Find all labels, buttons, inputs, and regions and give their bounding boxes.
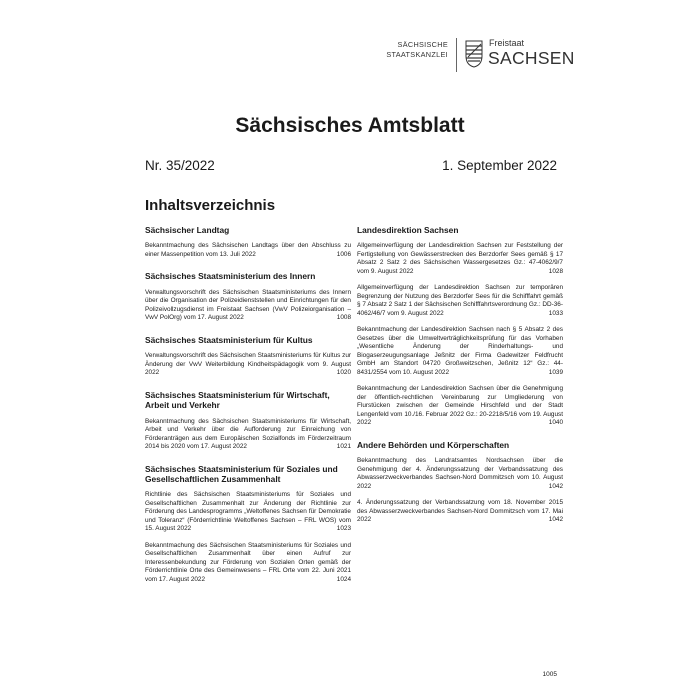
section-heading: Andere Behörden und Körperschaften: [357, 439, 510, 450]
entry-page: 1006: [336, 250, 351, 258]
entry-text: Verwaltungsvorschrift des Sächsischen Staatsministeriums des Innern über die Organisation der Polizeidienststellen und Einrichtungen für den Polizeivollzugsdienst im Freistaat Sachsen (VwV Polizeiorganisation – VwV PolOrg) vom 17. August 2022: [145, 288, 351, 322]
page-number: 1005: [542, 671, 557, 678]
toc-left-column: [145, 225, 351, 596]
entry-text: Bekanntmachung des Sächsischen Staatsministeriums für Soziales und Gesellschaftlichen Zusammenhalt über einen Aufruf zur Interessenbekundung zur Förderung von Sozialen Orten gemäß der Förderrichtlinie Orte des Gemeinwesens – FRL Orte vom 22. Juni 2021 vom 17. August 2022: [145, 541, 351, 583]
entry-text: Verwaltungsvorschrift des Sächsischen Staatsministeriums für Kultus zur Änderung der VwV Weiterbildung Kindheitspädagogik vom 9. August 2022: [145, 352, 352, 377]
entry-page: 1021: [336, 443, 351, 451]
entry-text: Bekanntmachung der Landesdirektion Sachsen nach § 5 Absatz 2 des Gesetzes über die Umweltverträglichkeitsprüfung für das Vorhaben „Wesentliche Änderung der Rinderhaltungs- und Biogaserzeugungsanlage Jeßnitz der Firma Gadewitzer Feldfrucht GmbH am Standort 04720 Großweitzschen, Jeßnitz 12“ Gz.: 44-8431/2554 vom 10. August 2022: [357, 326, 563, 376]
toc-entry[interactable]: [145, 242, 351, 259]
entry-text: Bekanntmachung des Sächsischen Staatsministeriums für Wirtschaft, Arbeit und Verkehr über die Aufforderung zur Einreichung von Förderanträgen aus dem Europäischen Sozialfonds im Förderzeitraum 2014 bis 2020 vom 17. August 2022: [145, 417, 351, 451]
entry-page: 1039: [548, 368, 563, 376]
toc-entry[interactable]: [357, 385, 563, 428]
toc-entry[interactable]: [145, 491, 351, 534]
toc-entry[interactable]: [145, 289, 351, 323]
toc-entry[interactable]: [357, 326, 563, 377]
entry-page: 1042: [548, 482, 563, 490]
toc-section: [145, 335, 351, 378]
toc-section: [357, 440, 563, 525]
brand-sachsen: SACHSEN: [488, 48, 575, 68]
entry-page: 1040: [548, 419, 563, 427]
section-heading: Sächsischer Landtag: [145, 225, 230, 235]
toc-section: [145, 464, 351, 585]
entry-text: Allgemeinverfügung der Landesdirektion Sachsen zur temporären Begrenzung der Nutzung des Berzdorfer Sees für die Schifffahrt gemäß § 7 Absatz 2 Satz 1 der Sächsischen Schifffahrtsverordnung Gz.: DD-36-4062/46/7 vom 9. August 2022: [357, 284, 563, 317]
entry-page: 1028: [548, 267, 563, 275]
toc-entry[interactable]: [357, 242, 563, 276]
section-heading: Sächsisches Staatsministerium für Wirtschaft, Arbeit und Verkehr: [145, 389, 330, 411]
coat-of-arms-icon: [465, 40, 483, 68]
document-title: Sächsisches Amtsblatt: [235, 114, 465, 137]
publisher-name: [382, 40, 448, 60]
entry-page: 1042: [548, 516, 563, 524]
entry-text: Bekanntmachung des Landratsamtes Nordsachsen über die Genehmigung der 4. Änderungssatzung der Verbandssatzung des Abwasserzweckverbandes Sachsen-Nord Dommitzsch vom 10. August 2022: [357, 457, 563, 490]
entry-text: Allgemeinverfügung der Landesdirektion Sachsen zur Feststellung der Fertigstellung von Gewässerstrecken des Berzdorfer Sees gemäß § 17 Absatz 2 Satz 2 des Sächsischen Wassergesetzes Gz.: 47-4062/9/7 vom 9. August 2022: [357, 242, 563, 275]
toc-section: [145, 271, 351, 322]
toc-entry[interactable]: [357, 457, 563, 491]
publisher-line-1: SÄCHSISCHE: [397, 40, 448, 49]
header-logo: [0, 38, 700, 74]
section-heading: Sächsisches Staatsministerium für Kultus: [145, 334, 313, 345]
entry-page: 1024: [336, 575, 351, 583]
toc-section: [357, 225, 563, 428]
toc-entry[interactable]: [357, 284, 563, 318]
issue-number: Nr. 35/2022: [145, 158, 215, 173]
entry-page: 1020: [336, 369, 351, 377]
section-heading: Sächsisches Staatsministerium für Soziales und Gesellschaftlichen Zusammenhalt: [145, 463, 338, 484]
section-heading: Sächsisches Staatsministerium des Innern: [145, 271, 316, 282]
toc-section: [145, 225, 351, 259]
toc-section: [145, 390, 351, 452]
toc-entry[interactable]: [145, 542, 351, 585]
entry-page: 1023: [336, 525, 351, 533]
section-heading: Landesdirektion Sachsen: [357, 225, 459, 235]
entry-text: Richtlinie des Sächsischen Staatsministeriums für Soziales und Gesellschaftlichen Zusammenhalt zur Änderung der Richtlinie zur Förderung des Landesprogramms „Weltoffenes Sachsen für Demokratie und Toleranz“ (Förderrichtlinie Weltoffenes Sachsen – FRL WOS) vom 15. August 2022: [145, 491, 351, 533]
entry-page: 1008: [336, 314, 351, 322]
entry-text: 4. Änderungssatzung der Verbandssatzung vom 18. November 2015 des Abwasserzweckverbandes Sachsen-Nord Dommitzsch vom 17. Mai 2022: [357, 499, 563, 524]
toc-entry[interactable]: [145, 418, 351, 452]
toc-entry[interactable]: [145, 352, 351, 378]
entry-page: 1033: [548, 309, 563, 317]
toc-heading: Inhaltsverzeichnis: [145, 197, 276, 214]
brand-freistaat: Freistaat: [489, 38, 525, 48]
toc-right-column: [357, 225, 563, 537]
entry-text: Bekanntmachung des Sächsischen Landtags über den Abschluss zu einer Massenpetition vom 13. Juli 2022: [145, 242, 351, 258]
issue-date: 1. September 2022: [442, 158, 557, 173]
entry-text: Bekanntmachung der Landesdirektion Sachsen über die Genehmigung der öffentlich-rechtlichen Vereinbarung zur Umgliederung von Flurstücken zwischen der Gemeinde Hirschfeld und der Stadt Lengenfeld vom 10./16. Februar 2022 Gz.: 20-2218/5/16 vom 19. August 2022: [357, 385, 563, 427]
toc-entry[interactable]: [357, 499, 563, 525]
logo-divider: [456, 38, 457, 72]
publisher-line-2: STAATSKANZLEI: [386, 50, 448, 59]
